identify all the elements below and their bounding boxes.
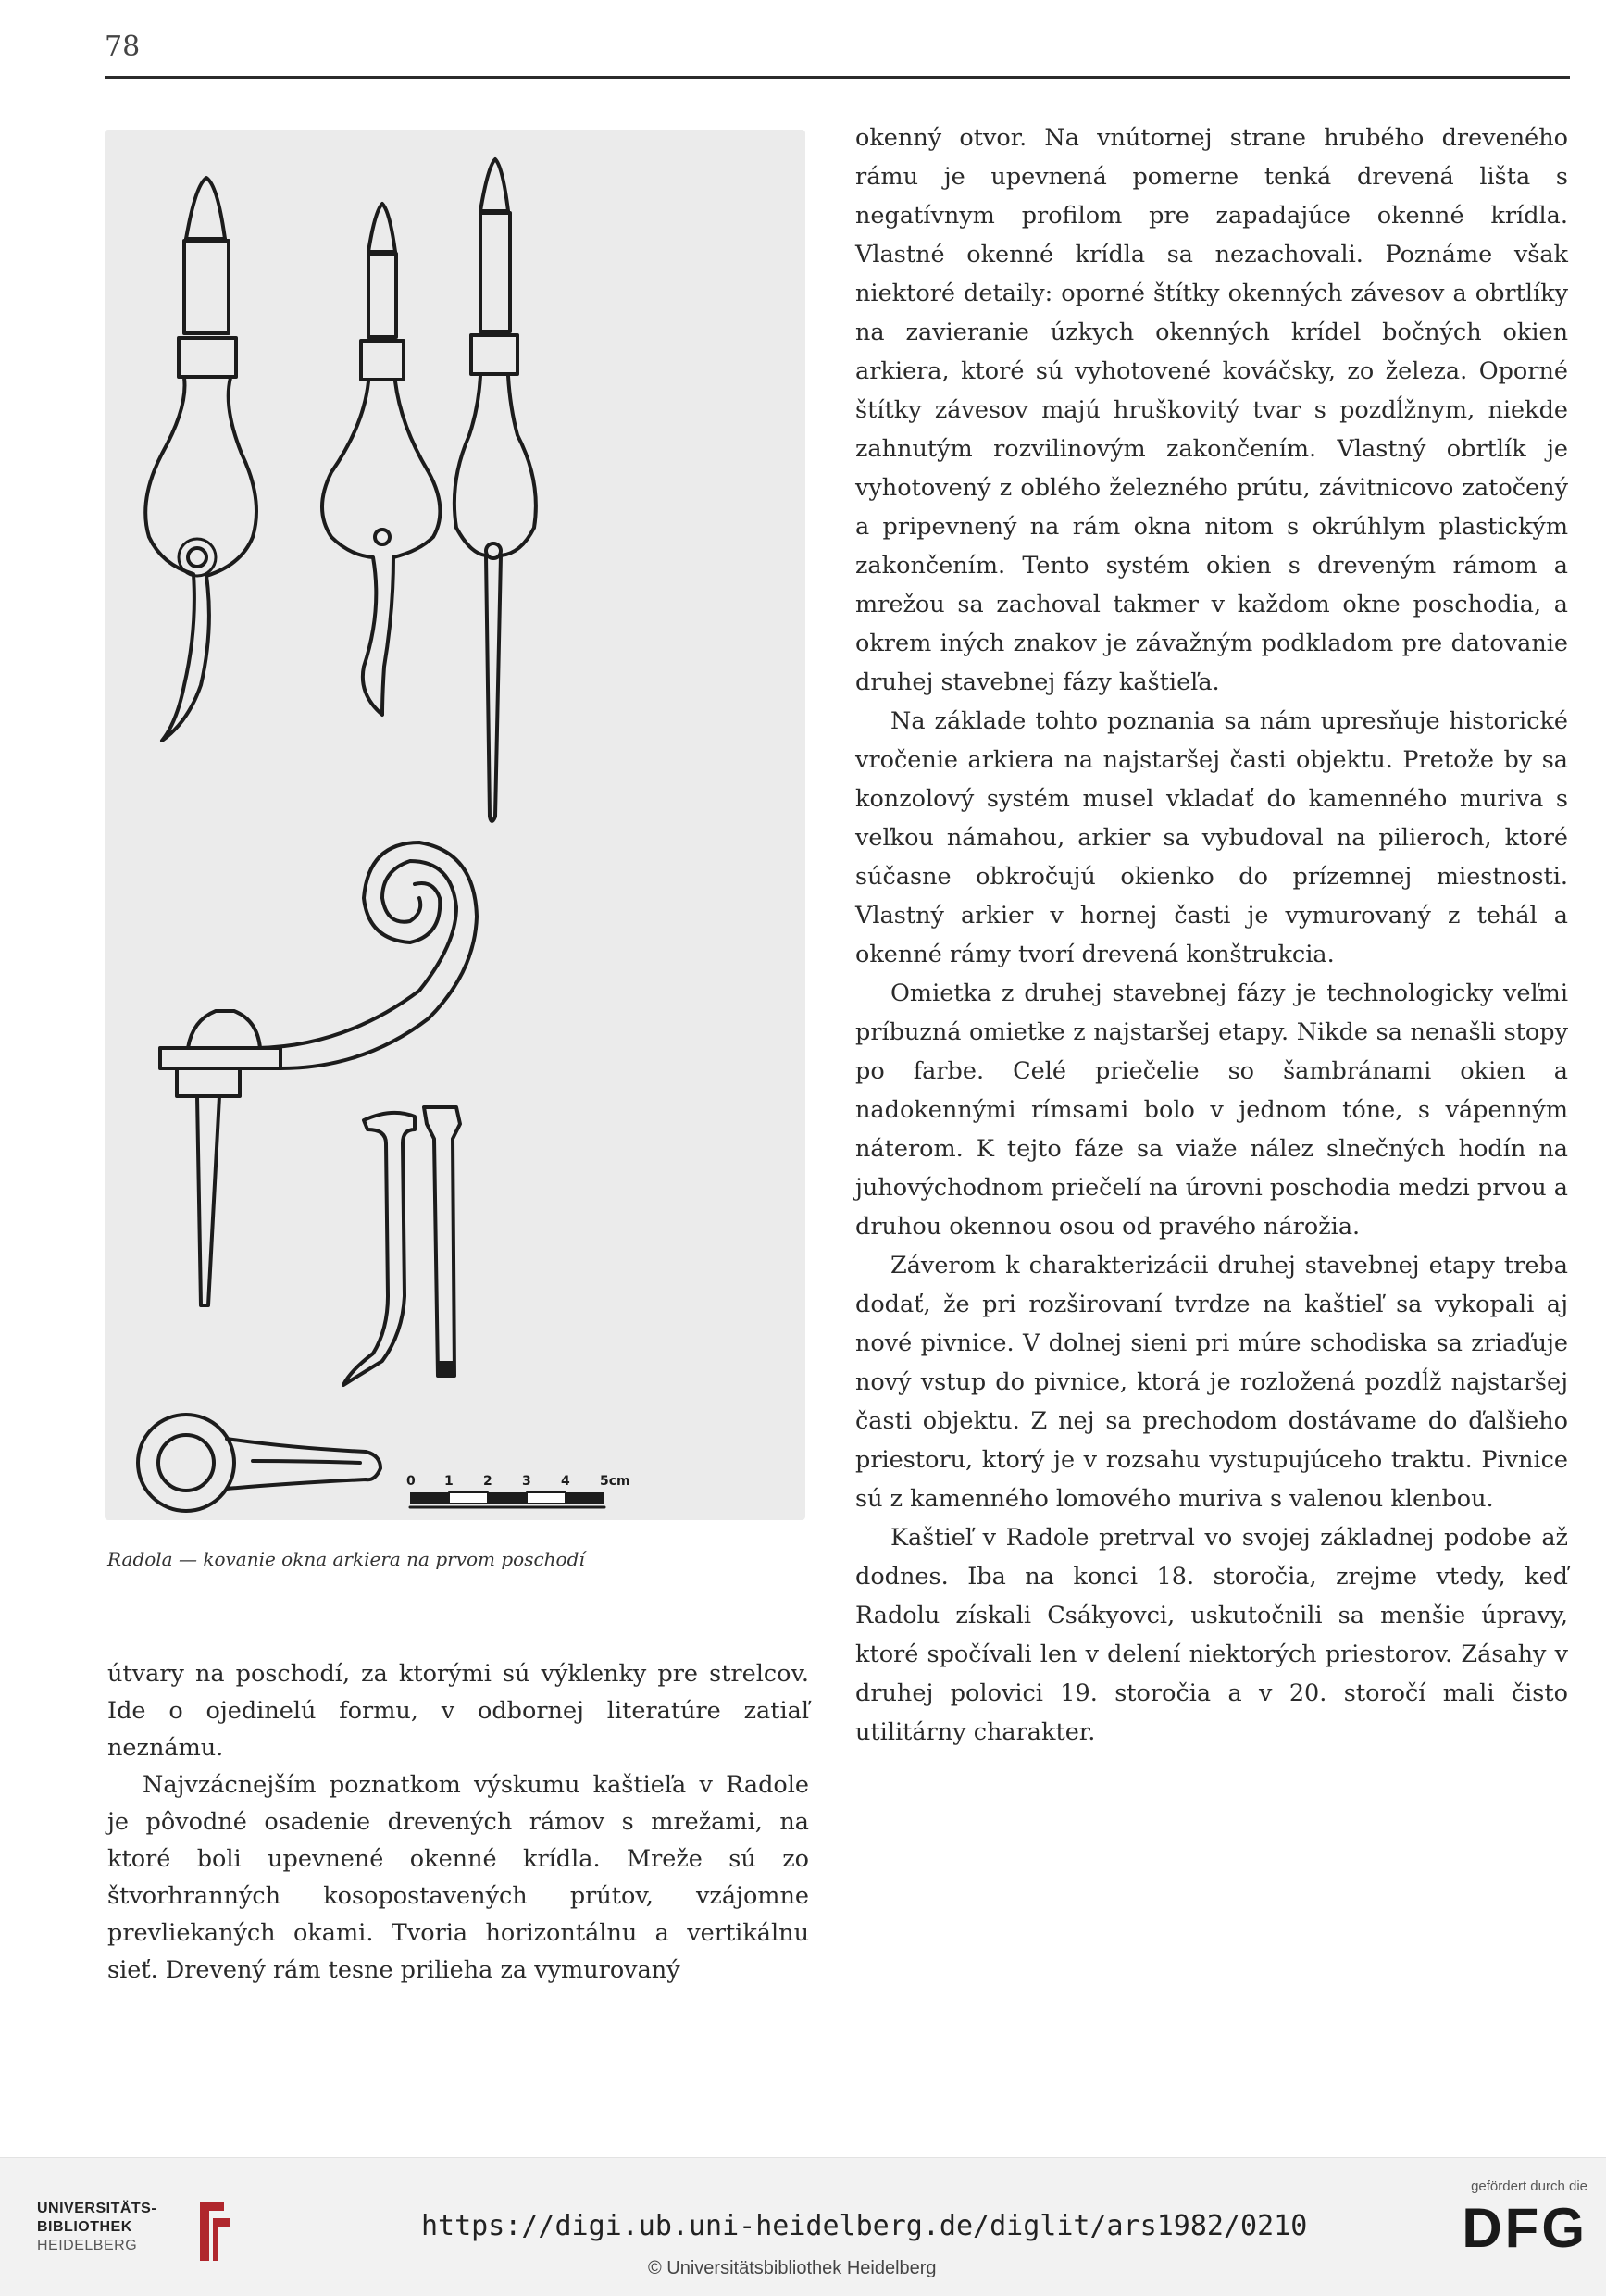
scale-label-5cm: 5cm (600, 1474, 630, 1489)
copyright-notice: © Universitätsbibliothek Heidelberg (648, 2258, 937, 2278)
scale-label-4: 4 (561, 1474, 570, 1489)
hinge-plate-middle-drawing (322, 204, 440, 715)
ring-eye-drawing (138, 1415, 380, 1511)
right-paragraph-2: Na základe tohto poznania sa nám upresňuje historické vročenie arkiera na najstaršej časti objektu. Pretože by sa konzolový systém musel vkladať do kamenného muriva s veľkou námahou, arkier sa vybudoval na pilieroch, ktoré súčasne obkročujú okienko do prízemnej miestnosti. Vlastný arkier v hornej časti je vymurovaný z tehál a okenné rámy tvorí drevená konštrukcia. (855, 707, 1568, 968)
right-paragraph-4: Záverom k charakterizácii druhej stavebnej etapy treba dodať, že pri rozširovaní tvrdze na kaštieľ sa vykopali aj nové pivnice. V dolnej sieni pri múre schodiska sa zriaďuje nový vstup do pivnice, ktorá je rozložená pozdĺž najstaršej časti objektu. Z nej sa prechodom dostávame do ďalšieho priestoru, ktorý je v rozsahu vystupujúceho traktu. Pivnice sú z kamenného lomového muriva s valenou klenbou. (855, 1252, 1568, 1513)
scale-label-1: 1 (444, 1474, 454, 1489)
hinge-plate-right-drawing (454, 159, 536, 821)
library-name-line2: BIBLIOTHEK (37, 2219, 132, 2235)
funding-caption: gefördert durch die (1471, 2178, 1587, 2194)
figure-illustration (105, 130, 805, 1520)
hooked-nail-drawing (343, 1113, 415, 1385)
straight-nail-drawing (424, 1107, 460, 1376)
scroll-latch-drawing (160, 842, 477, 1305)
scale-label-3: 3 (522, 1474, 531, 1489)
right-paragraph-5: Kaštieľ v Radole pretrval vo svojej základnej podobe až dodnes. Iba na konci 18. storočia, zrejme vtedy, keď Radolu získali Csákyovci, uskutočnili sa menšie úpravy, ktoré spočívali len v delení niektorých priestorov. Zásahy v druhej polovici 19. storočia a v 20. storočí mali čisto utilitárny charakter. (855, 1524, 1568, 1746)
left-paragraph-1: útvary na poschodí, za ktorými sú výklenky pre strelcov. Ide o ojedinelú formu, v odbornej literatúre zatiaľ neznámu. (107, 1660, 809, 1762)
right-paragraph-3: Omietka z druhej stavebnej fázy je technologicky veľmi príbuzná omietke z najstaršej etapy. Nikde sa nenašli stopy po farbe. Celé priečelie so šambránami okien a nadokennými rímsami bolo v jednom tóne, s vápenným náterom. K tejto fáze sa viaže nález slnečných hodín na juhovýchodnom priečelí na úrovni poschodia medzi prvou a druhou okennou osou od pravého nárožia. (855, 980, 1568, 1241)
figure-caption: Radola — kovanie okna arkiera na prvom poschodí (107, 1548, 585, 1570)
right-text-column (855, 119, 1568, 1752)
dfg-logo: DFG (1462, 2197, 1587, 2259)
footer-bar (0, 2157, 1606, 2296)
left-text-column (107, 1655, 809, 1989)
library-emblem-icon (196, 2200, 233, 2265)
document-url-link[interactable]: https://digi.ub.uni-heidelberg.de/diglit/ars1982/0210 (421, 2210, 1308, 2242)
right-paragraph-1: okenný otvor. Na vnútornej strane hrubého dreveného rámu je upevnená pomerne tenká drevená lišta s negatívnym profilom pre zapadajúce okenné krídla. Vlastné okenné krídla sa nezachovali. Poznáme však niektoré detaily: oporné štítky okenných závesov a obrtlíky na zavieranie úzkych okenných krídel bočných okien arkiera, ktoré sú vyhotovené kováčsky, zo železa. Oporné štítky závesov majú hruškovitý tvar s pozdĺžnym, niekde zahnutým rozvilinovým zakončením. Vlastný obrtlík je vyhotovený z oblého železného prútu, závitnicovo zatočený a pripevnený na rám okna nitom s okrúhlym plastickým zakončením. Tento systém okien s dreveným rámom a mrežou sa zachoval takmer v každom okne poschodia, a okrem iných znakov je závažným podkladom pre datovanie druhej stavebnej fázy kaštieľa. (855, 124, 1568, 696)
left-paragraph-2: Najvzácnejším poznatkom výskumu kaštieľa v Radole je pôvodné osadenie drevených rámov s mrežami, na ktoré boli upevnené okenné krídla. Mreže sú zo štvorhranných kosopostavených prútov, vzájomne prevliekaných okami. Tvoria horizontálnu a vertikálnu sieť. Drevený rám tesne prilieha za vymurovaný (107, 1771, 809, 1984)
library-name-line3: HEIDELBERG (37, 2238, 138, 2253)
university-library-logo[interactable] (37, 2200, 222, 2274)
scale-label-0: 0 (406, 1474, 416, 1489)
page-number: 78 (105, 31, 141, 63)
scale-label-2: 2 (483, 1474, 492, 1489)
library-name-line1: UNIVERSITÄTS- (37, 2201, 157, 2216)
dfg-funding-block[interactable] (1421, 2178, 1587, 2257)
hinge-plate-left-drawing (145, 178, 256, 741)
top-rule (105, 76, 1570, 79)
scale-bar (410, 1492, 604, 1507)
figure-drawing (105, 130, 805, 1520)
